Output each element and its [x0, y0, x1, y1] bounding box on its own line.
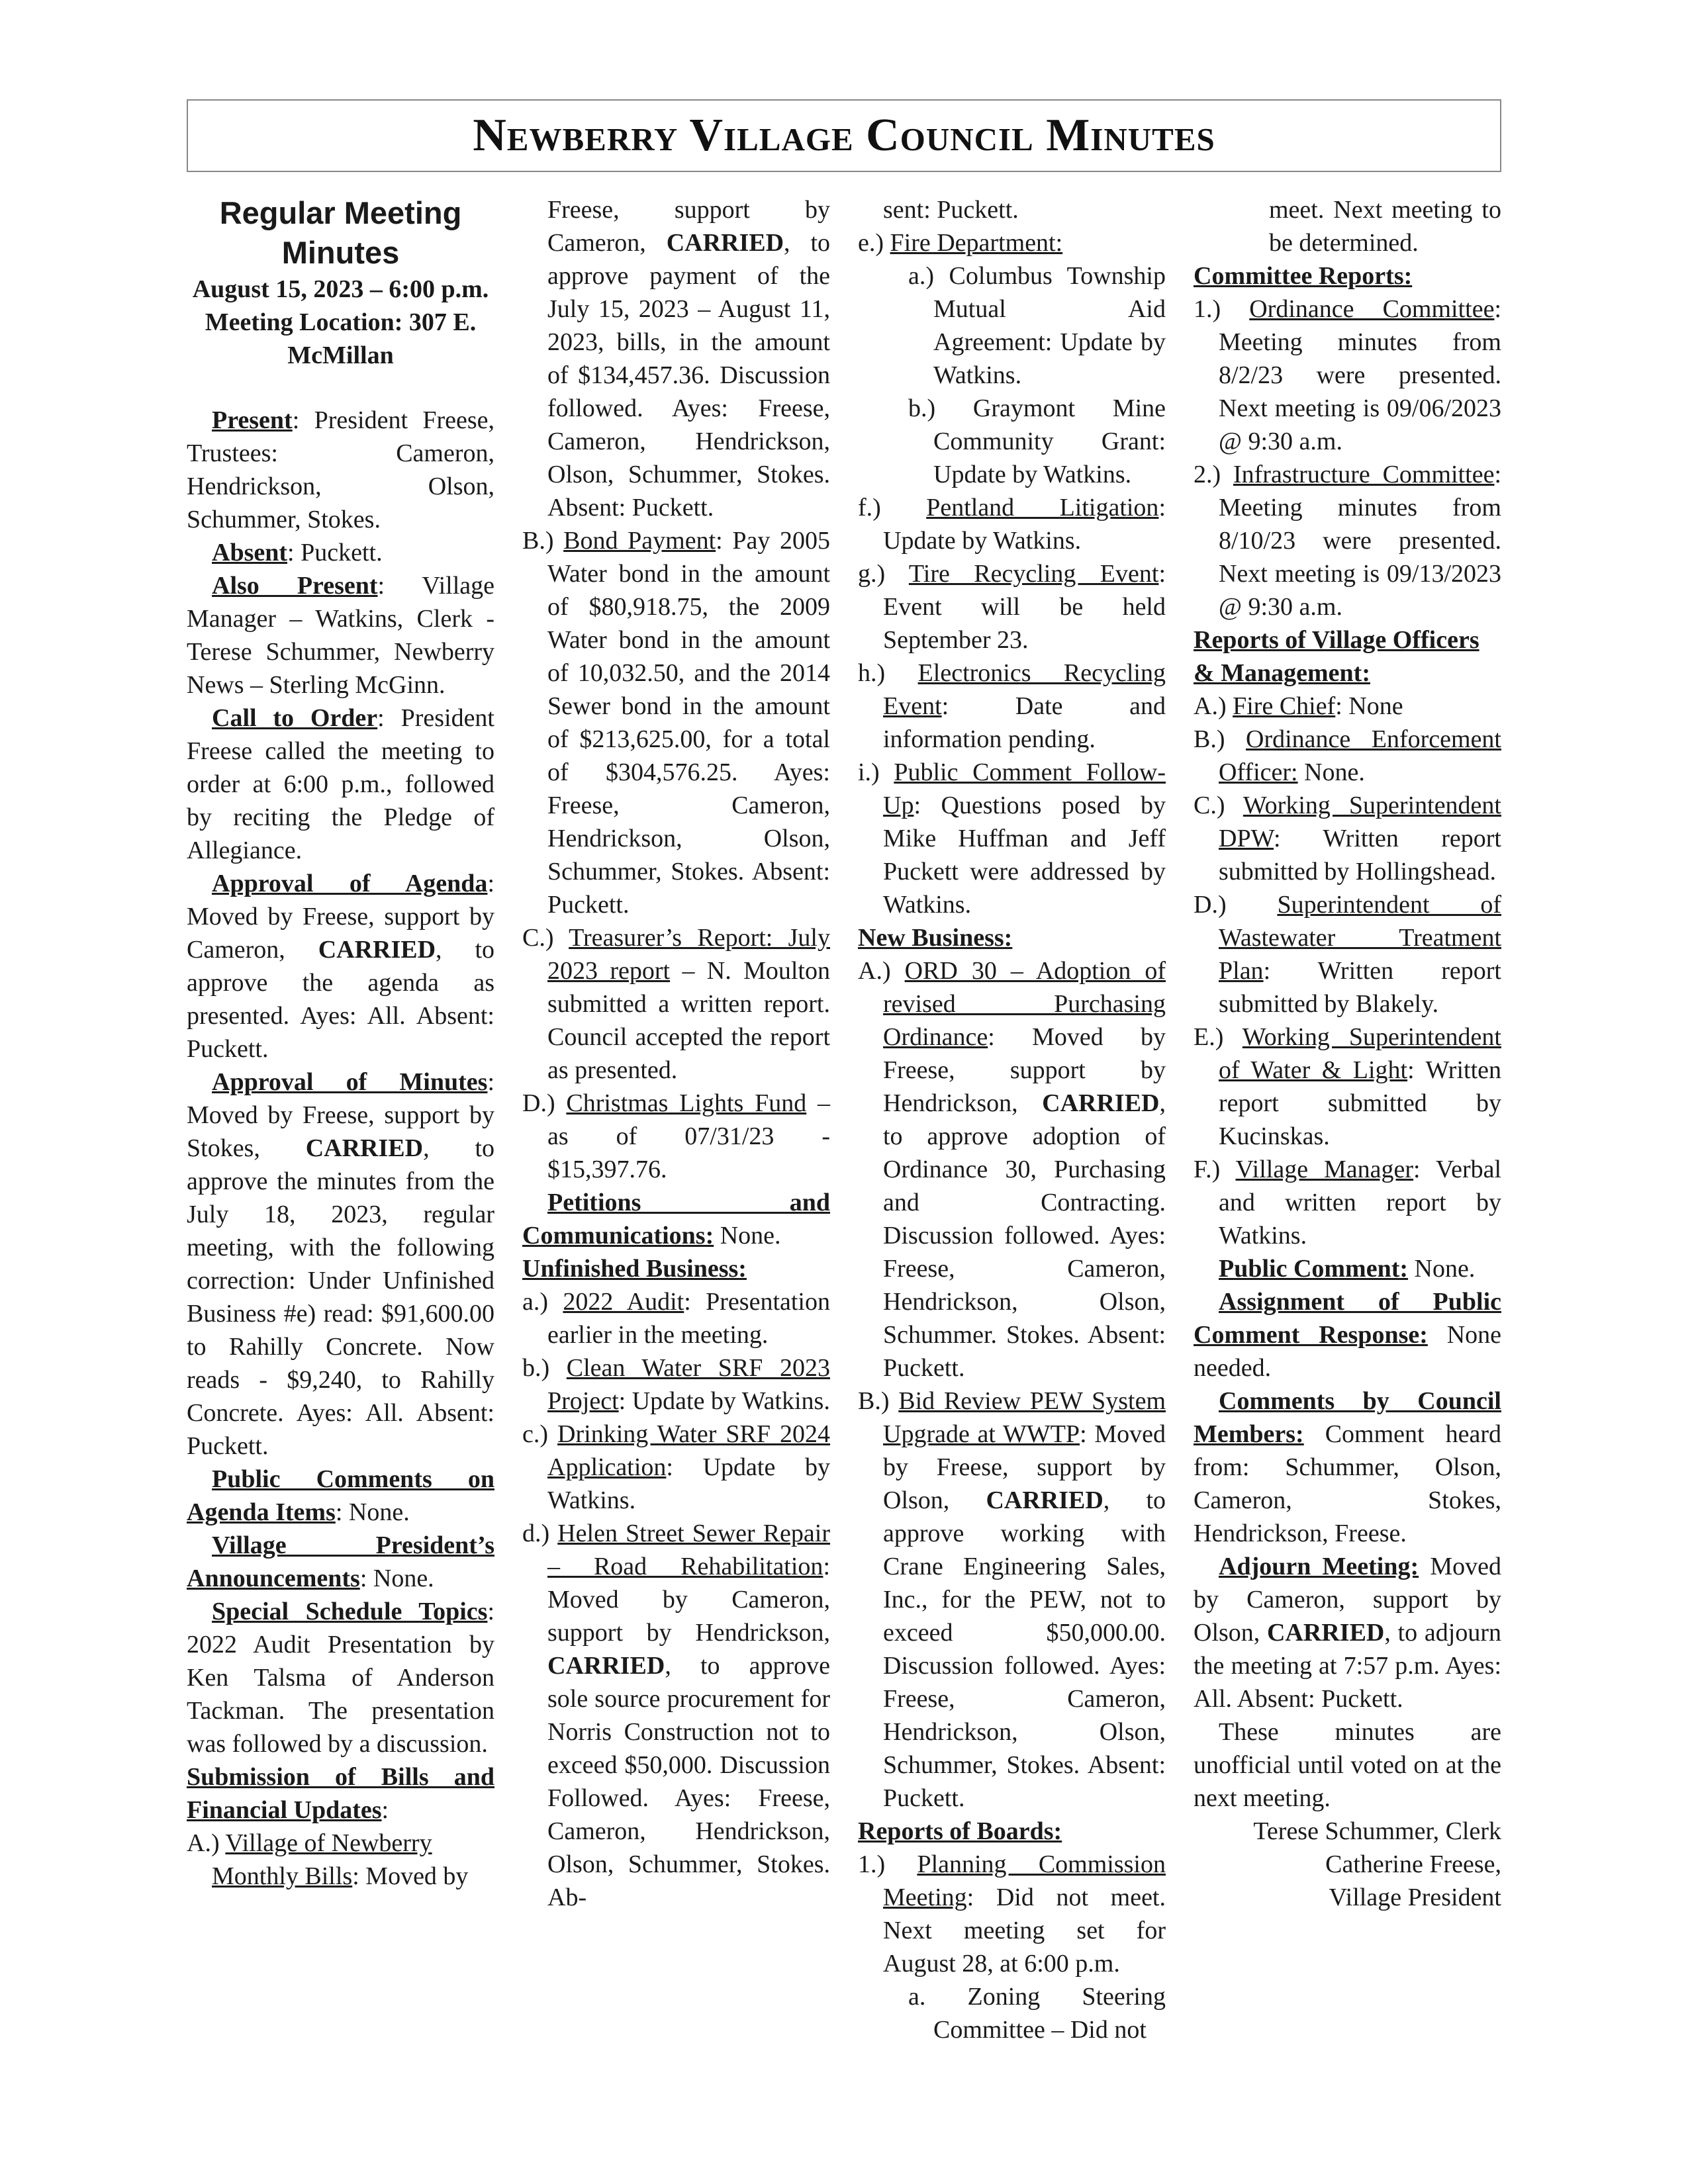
column-2: [522, 193, 830, 1914]
water-light-item: E.) Working Superintendent of Water & Light: Written report submitted by Kucinskas.: [1194, 1023, 1501, 1150]
monthly-bills-continued: Freese, support by Cameron, CARRIED, to approve payment of the July 15, 2023 – August 11, 2023, bills, in the amount of $134,457.36. Discussion followed. Ayes: Freese, Cameron, Hendrickson, Olson, Schummer, Stokes. Absent: Puckett.: [547, 196, 830, 522]
present-paragraph: Present: President Freese, Trustees: Cameron, Hendrickson, Olson, Schummer, Stokes.: [187, 406, 494, 533]
signature-president-name: Catherine Freese,: [1325, 1850, 1501, 1878]
ordinance-committee-item: 1.) Ordinance Committee: Meeting minutes from 8/2/23 were presented. Next meeting is 09/06/2023 @ 9:30 a.m.: [1194, 295, 1501, 455]
also-present-paragraph: Also Present: Village Manager – Watkins, Clerk - Terese Schummer, Newberry News – Sterling McGinn.: [187, 572, 494, 699]
meeting-location: Meeting Location: 307 E. McMillan: [205, 308, 477, 369]
helen-street-item: d.) Helen Street Sewer Repair – Road Rehabilitation: Moved by Cameron, support by Hendrickson, CARRIED, to approve sole source procurement for Norris Construction not to exceed $50,000. Discussion Followed. Ayes: Freese, Cameron, Hendrickson, Olson, Schummer, Stokes. Ab-: [522, 1520, 831, 1911]
fire-department-item: e.) Fire Department:: [858, 229, 1063, 257]
infrastructure-committee-item: 2.) Infrastructure Committee: Meeting minutes from 8/10/23 were presented. Next meeting is 09/13/2023 @ 9:30 a.m.: [1194, 461, 1502, 621]
president-announcements-paragraph: Village President’s Announcements: None.: [187, 1531, 494, 1592]
committee-reports-heading: Committee Reports:: [1194, 262, 1413, 290]
electronics-recycling-item: h.) Electronics Recycling Event: Date and information pending.: [858, 659, 1166, 753]
clean-water-item: b.) Clean Water SRF 2023 Project: Update by Watkins.: [522, 1354, 830, 1415]
absent-paragraph: Absent: Puckett.: [212, 539, 383, 567]
call-to-order-paragraph: Call to Order: President Freese called the meeting to order at 6:00 p.m., followed by reciting the Pledge of Allegiance.: [187, 704, 494, 864]
column-4: [1194, 193, 1501, 1914]
special-topics-paragraph: Special Schedule Topics: 2022 Audit Presentation by Ken Talsma of Anderson Tackman. The presentation was followed by a discussion.: [187, 1598, 494, 1758]
public-comment-paragraph: Public Comment: None.: [1219, 1255, 1476, 1283]
new-business-heading: New Business:: [858, 924, 1013, 952]
christmas-lights-item: D.) Christmas Lights Fund – as of 07/31/23 - $15,397.76.: [522, 1089, 830, 1183]
fire-chief-item: A.) Fire Chief: None: [1194, 692, 1403, 720]
ord30-item: A.) ORD 30 – Adoption of revised Purchasing Ordinance: Moved by Freese, support by Hendrickson, CARRIED, to approve adoption of Ordinance 30, Purchasing and Contracting. Discussion followed. Ayes: Freese, Cameron, Hendrickson, Olson, Schummer. Stokes. Absent: Puckett.: [858, 957, 1166, 1382]
approval-minutes-paragraph: Approval of Minutes: Moved by Freese, support by Stokes, CARRIED, to approve the minutes from the July 18, 2023, regular meeting, with the following correction: Under Unfinished Business #e) read: $91,600.00 to Rahilly Concrete. Now reads - $9,240, to Rahilly Concrete. Ayes: All. Absent: Puckett.: [187, 1068, 494, 1460]
unfinished-business-heading: Unfinished Business:: [522, 1255, 747, 1283]
spacer: [187, 372, 494, 404]
petitions-paragraph: Petitions and Communications: None.: [522, 1189, 830, 1250]
bond-payment-item: B.) Bond Payment: Pay 2005 Water bond in the amount of $80,918.75, the 2009 Water bond in the amount of 10,032.50, and the 2014 Sewer bond in the amount of $213,625.00, for a total of $304,576.25. Ayes: Freese, Cameron, Hendrickson, Olson, Schummer, Stokes. Absent: Puckett.: [522, 527, 831, 919]
drinking-water-item: c.) Drinking Water SRF 2024 Application: Update by Watkins.: [522, 1420, 830, 1514]
treasurer-report-item: C.) Treasurer’s Report: July 2023 report – N. Moulton submitted a written report. Council accepted the report as presented.: [522, 924, 830, 1084]
meeting-title: Regular Meeting Minutes: [219, 195, 462, 270]
column-1: [187, 193, 494, 1893]
council-comments-paragraph: Comments by Council Members: Comment heard from: Schummer, Olson, Cameron, Stokes, Hendrickson, Freese.: [1194, 1387, 1501, 1547]
ordinance-enforcement-item: B.) Ordinance Enforcement Officer: None.: [1194, 725, 1501, 786]
village-manager-item: F.) Village Manager: Verbal and written report by Watkins.: [1194, 1156, 1502, 1250]
audit-item: a.) 2022 Audit: Presentation earlier in the meeting.: [522, 1288, 830, 1349]
masthead: [187, 99, 1501, 172]
signature-president-title: Village President: [1329, 1884, 1501, 1911]
approval-agenda-paragraph: Approval of Agenda: Moved by Freese, support by Cameron, CARRIED, to approve the agenda as presented. Ayes: All. Absent: Puckett.: [187, 870, 494, 1063]
bills-heading: Submission of Bills and Financial Updates:: [187, 1763, 494, 1824]
wastewater-item: D.) Superintendent of Wastewater Treatment Plan: Written report submitted by Blakely.: [1194, 891, 1501, 1018]
adjourn-paragraph: Adjourn Meeting: Moved by Cameron, support by Olson, CARRIED, to adjourn the meeting at 7:57 p.m. Ayes: All. Absent: Puckett.: [1194, 1553, 1501, 1713]
unofficial-note: These minutes are unofficial until voted on at the next meeting.: [1194, 1718, 1501, 1812]
planning-commission-item: 1.) Planning Commission Meeting: Did not meet. Next meeting set for August 28, at 6:00 p.m.: [858, 1850, 1166, 1978]
signature-clerk: Terese Schummer, Clerk: [1253, 1817, 1501, 1845]
monthly-bills-item: A.) Village of Newberry Monthly Bills: Moved by: [187, 1829, 469, 1890]
zoning-steering-subitem: a. Zoning Steering Committee – Did not: [908, 1983, 1166, 2044]
public-comment-followup-item: i.) Public Comment Follow-Up: Questions posed by Mike Huffman and Jeff Puckett were addressed by Watkins.: [858, 758, 1166, 919]
meeting-date: August 15, 2023 – 6:00 p.m.: [192, 275, 489, 303]
pentland-item: f.) Pentland Litigation: Update by Watkins.: [858, 494, 1166, 555]
assignment-paragraph: Assignment of Public Comment Response: None needed.: [1194, 1288, 1502, 1382]
graymont-subitem: b.) Graymont Mine Community Grant: Update by Watkins.: [908, 394, 1166, 488]
mutual-aid-subitem: a.) Columbus Township Mutual Aid Agreement: Update by Watkins.: [908, 262, 1166, 389]
public-comments-paragraph: Public Comments on Agenda Items: None.: [187, 1465, 494, 1526]
zoning-steering-continued: meet. Next meeting to be determined.: [1269, 196, 1501, 257]
column-3: [858, 193, 1166, 2046]
officers-heading: Reports of Village Officers & Management:: [1194, 626, 1479, 687]
bid-review-item: B.) Bid Review PEW System Upgrade at WWTP: Moved by Freese, support by Olson, CARRIED, to approve working with Crane Engineering Sales, Inc., for the PEW, not to exceed $50,000.00. Discussion followed. Ayes: Freese, Cameron, Hendrickson, Olson, Schummer, Stokes. Absent: Puckett.: [858, 1387, 1166, 1812]
reports-of-boards-heading: Reports of Boards:: [858, 1817, 1062, 1845]
tire-recycling-item: g.) Tire Recycling Event: Event will be held September 23.: [858, 560, 1166, 654]
masthead-title: Newberry Village Council Minutes: [473, 110, 1215, 161]
superintendent-dpw-item: C.) Working Superintendent DPW: Written report submitted by Hollingshead.: [1194, 792, 1501, 886]
helen-street-continued: sent: Puckett.: [883, 196, 1019, 224]
